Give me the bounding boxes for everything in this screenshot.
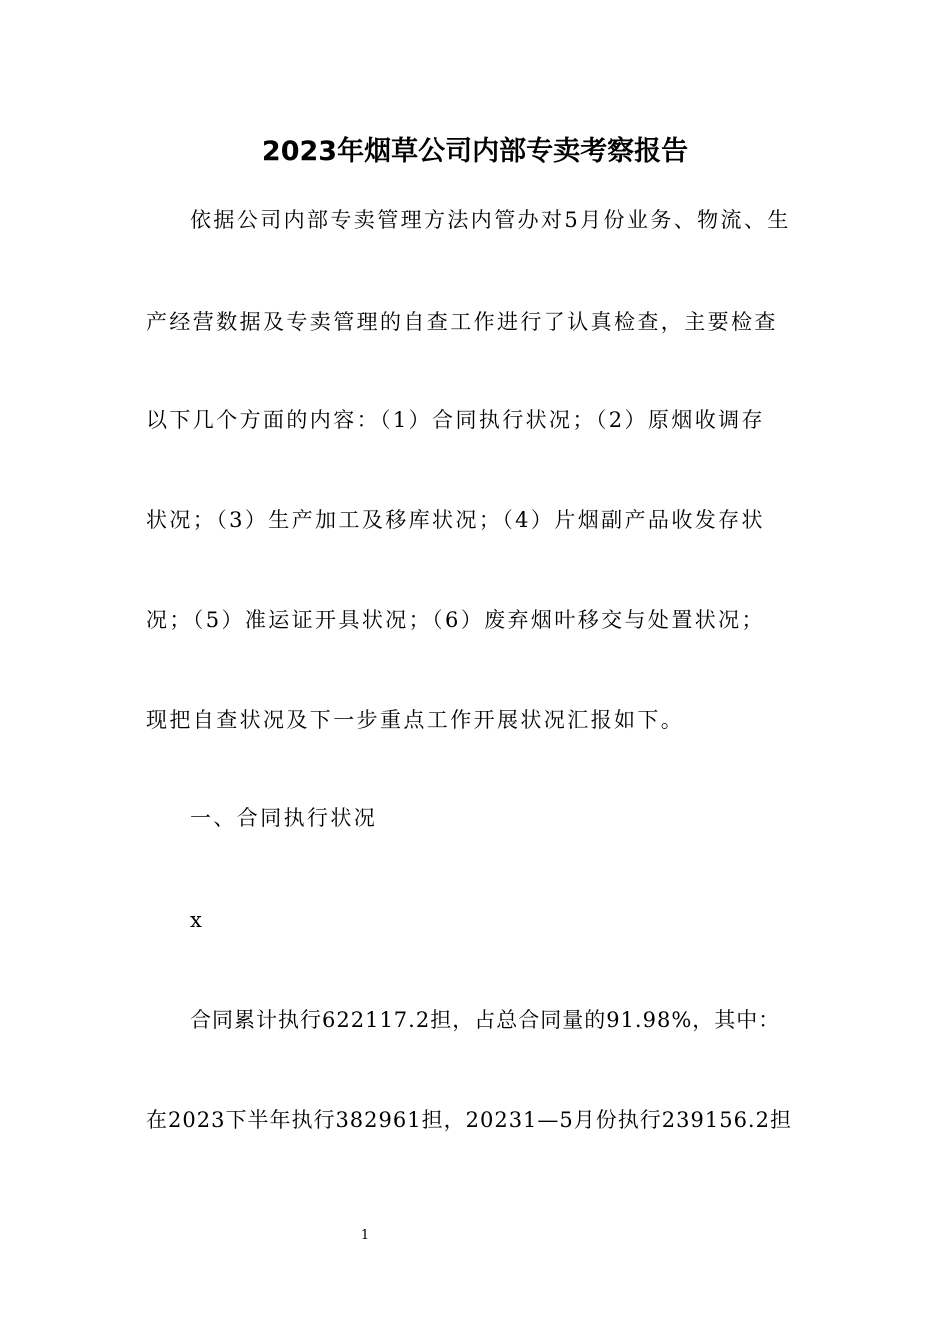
section-heading: 一、合同执行状况 bbox=[190, 806, 378, 830]
paragraph-line-2: 产经营数据及专卖管理的自查工作进行了认真检查，主要检查 bbox=[146, 310, 778, 334]
paragraph-line-4: 状况；（3）生产加工及移库状况；（4）片烟副产品收发存状 bbox=[146, 508, 765, 532]
placeholder-line: x bbox=[190, 908, 205, 932]
paragraph-line-1: 依据公司内部专卖管理方法内管办对5月份业务、物流、生 bbox=[190, 208, 791, 232]
page-number: 1 bbox=[360, 1228, 370, 1243]
document-title: 2023年烟草公司内部专卖考察报告 bbox=[261, 136, 689, 167]
paragraph-line-6: 现把自查状况及下一步重点工作开展状况汇报如下。 bbox=[146, 708, 685, 732]
paragraph-line-3: 以下几个方面的内容：（1）合同执行状况；（2）原烟收调存 bbox=[146, 408, 765, 432]
paragraph-line-7: 合同累计执行622117.2担，占总合同量的91.98%，其中： bbox=[190, 1008, 781, 1032]
paragraph-line-8: 在2023下半年执行382961担，20231—5月份执行239156.2担 bbox=[146, 1108, 792, 1132]
paragraph-line-5: 况；（5）准运证开具状况；（6）废弃烟叶移交与处置状况； bbox=[146, 608, 765, 632]
